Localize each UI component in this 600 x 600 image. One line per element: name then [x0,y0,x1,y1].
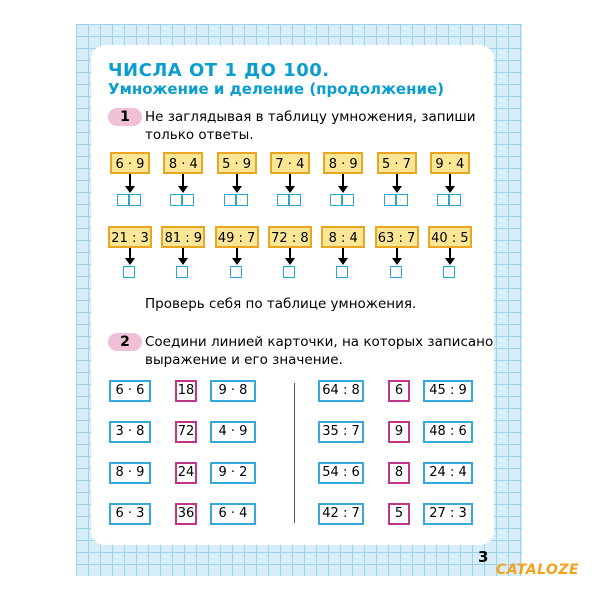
expression-card: 4 · 9 [210,421,256,443]
down-arrow-icon [129,248,131,260]
task-1-text-line-1: Не заглядывая в таблицу умножения, запиши [145,109,476,125]
expression-card: 9 · 8 [210,380,256,402]
answer-box[interactable] [336,266,348,278]
page-title: ЧИСЛА ОТ 1 ДО 100. [108,60,330,81]
page-subtitle: Умножение и деление (продолжение) [108,80,444,98]
expression-card: 54 : 6 [318,462,364,484]
multiplication-card: 8 · 9 [323,152,363,174]
expression-card: 64 : 8 [318,380,364,402]
answer-box-tens[interactable] [277,194,289,206]
down-arrow-icon [236,248,238,260]
down-arrow-icon [396,248,398,260]
multiplication-card: 5 · 9 [217,152,257,174]
down-arrow-icon [289,248,291,260]
expression-card: 6 · 3 [109,503,151,525]
watermark-logo: CATALOZE [496,562,580,578]
value-card: 72 [175,421,197,443]
down-arrow-icon [449,248,451,260]
multiplication-card: 5 · 7 [377,152,417,174]
multiplication-card: 7 · 4 [270,152,310,174]
multiplication-card: 6 · 9 [110,152,150,174]
value-card: 8 [388,462,410,484]
expression-card: 45 : 9 [423,380,473,402]
answer-box-units[interactable] [236,194,248,206]
value-card: 6 [388,380,410,402]
down-arrow-icon [342,248,344,260]
value-card: 18 [175,380,197,402]
division-card: 63 : 7 [375,226,419,248]
answer-box-tens[interactable] [330,194,342,206]
task-2-badge: 2 [108,333,142,351]
task-2-text-line-1: Соедини линией карточки, на которых записано [145,334,494,350]
expression-card: 24 : 4 [423,462,473,484]
down-arrow-icon [182,174,184,188]
answer-box-units[interactable] [396,194,408,206]
expression-card: 6 · 4 [210,503,256,525]
down-arrow-icon [289,174,291,188]
answer-box[interactable] [390,266,402,278]
column-divider [294,383,295,523]
answer-box[interactable] [283,266,295,278]
value-card: 24 [175,462,197,484]
answer-box-units[interactable] [342,194,354,206]
answer-box-tens[interactable] [170,194,182,206]
division-card: 72 : 8 [268,226,312,248]
task-2-text-line-2: выражение и его значение. [145,352,343,368]
division-card: 8 : 4 [321,226,365,248]
down-arrow-icon [396,174,398,188]
answer-box-units[interactable] [129,194,141,206]
down-arrow-icon [236,174,238,188]
answer-box-tens[interactable] [224,194,236,206]
expression-card: 35 : 7 [318,421,364,443]
page-number: 3 [478,548,489,566]
task-1-badge: 1 [108,108,142,126]
value-card: 36 [175,503,197,525]
expression-card: 6 · 6 [109,380,151,402]
answer-box-units[interactable] [449,194,461,206]
answer-box[interactable] [443,266,455,278]
task-1-text-line-2: только ответы. [145,127,254,143]
answer-box[interactable] [176,266,188,278]
division-card: 40 : 5 [428,226,472,248]
division-card: 81 : 9 [161,226,205,248]
answer-box-units[interactable] [289,194,301,206]
expression-card: 27 : 3 [423,503,473,525]
expression-card: 8 · 9 [109,462,151,484]
answer-box[interactable] [230,266,242,278]
down-arrow-icon [129,174,131,188]
expression-card: 48 : 6 [423,421,473,443]
value-card: 9 [388,421,410,443]
check-instruction: Проверь себя по таблице умножения. [145,296,417,312]
multiplication-card: 9 · 4 [430,152,470,174]
value-card: 5 [388,503,410,525]
down-arrow-icon [449,174,451,188]
expression-card: 3 · 8 [109,421,151,443]
answer-box-units[interactable] [182,194,194,206]
down-arrow-icon [182,248,184,260]
answer-box-tens[interactable] [437,194,449,206]
answer-box-tens[interactable] [384,194,396,206]
expression-card: 42 : 7 [318,503,364,525]
expression-card: 9 · 2 [210,462,256,484]
answer-box[interactable] [123,266,135,278]
answer-box-tens[interactable] [117,194,129,206]
down-arrow-icon [342,174,344,188]
division-card: 21 : 3 [108,226,152,248]
division-card: 49 : 7 [215,226,259,248]
multiplication-card: 8 · 4 [163,152,203,174]
